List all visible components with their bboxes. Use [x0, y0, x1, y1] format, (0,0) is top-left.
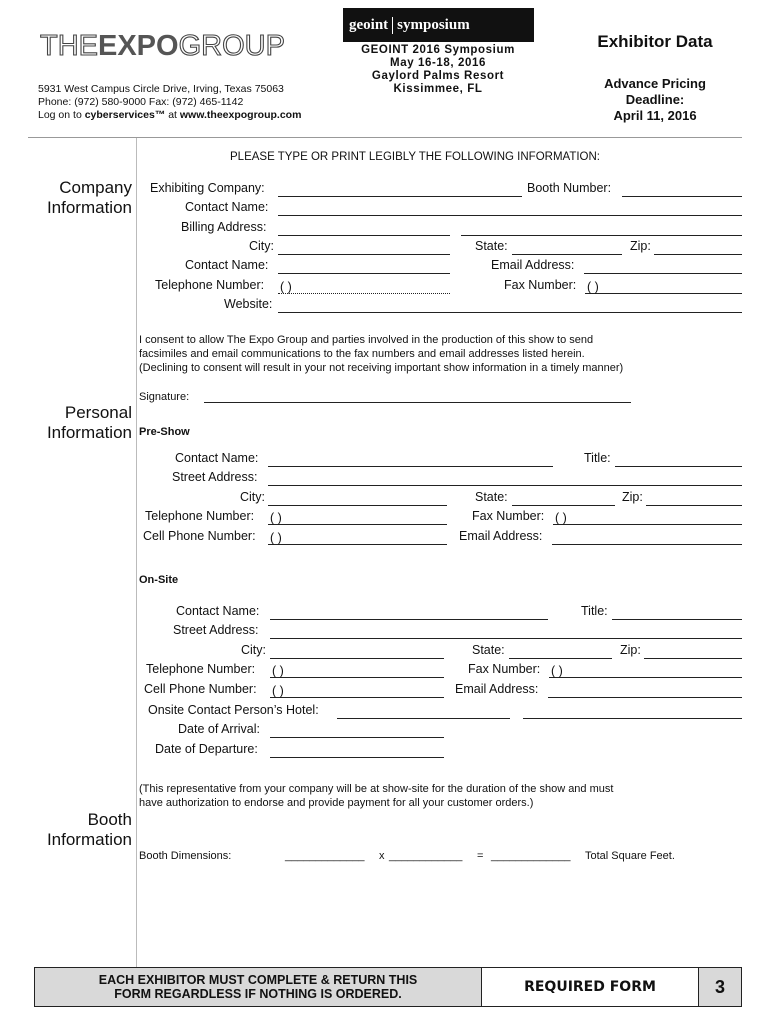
onsite-telephone-label: Telephone Number: — [146, 662, 256, 676]
arrival-date-field[interactable] — [270, 724, 444, 738]
email-address-field[interactable] — [584, 260, 742, 274]
left-column-divider — [136, 138, 137, 968]
booth-width-field[interactable]: _____________ — [285, 850, 365, 862]
onsite-email-field[interactable] — [548, 684, 742, 698]
instructions: PLEASE TYPE OR PRINT LEGIBLY THE FOLLOWING INFORMATION: — [230, 151, 600, 163]
event-name: GEOINT 2016 Symposium — [361, 44, 515, 56]
footer-notice-box — [34, 967, 482, 1007]
fax-number-label: Fax Number: — [504, 278, 577, 292]
address-line: 5931 West Campus Circle Drive, Irving, Texas 75063 — [38, 83, 284, 95]
event-dates: May 16-18, 2016 — [390, 57, 486, 69]
geoint-symposium-logo: geoint symposium — [343, 8, 534, 42]
preshow-telephone-label: Telephone Number: — [145, 509, 255, 523]
signature-label: Signature: — [139, 391, 190, 403]
company-section-title: Company Information — [46, 178, 132, 217]
contact-name-2-label: Contact Name: — [185, 258, 269, 272]
deadline-date: April 11, 2016 — [613, 108, 697, 123]
deadline-label: Deadline: — [625, 92, 685, 107]
exhibiting-company-field[interactable] — [278, 183, 522, 197]
booth-depth-field[interactable]: ____________ — [389, 850, 463, 862]
preshow-email-label: Email Address: — [459, 529, 543, 543]
onsite-contact-name-label: Contact Name: — [176, 604, 260, 618]
onsite-cell-field[interactable]: ( ) — [270, 684, 444, 698]
website-label: Website: — [224, 297, 273, 311]
state-field[interactable] — [512, 241, 622, 255]
onsite-street-field[interactable] — [270, 625, 742, 639]
city-field[interactable] — [278, 241, 450, 255]
onsite-street-label: Street Address: — [173, 623, 259, 637]
onsite-title-field[interactable] — [612, 606, 742, 620]
onsite-cell-label: Cell Phone Number: — [144, 682, 257, 696]
website-line: Log on to cyberservices™ at www.theexpogroup.com — [38, 109, 302, 121]
pricing-label: Advance Pricing — [604, 76, 706, 91]
event-city: Kissimmee, FL — [393, 83, 483, 95]
total-square-feet-label: Total Square Feet. — [585, 850, 675, 862]
preshow-fax-label: Fax Number: — [472, 509, 545, 523]
onsite-title-label: Title: — [581, 604, 608, 618]
preshow-street-field[interactable] — [268, 472, 742, 486]
billing-address-label: Billing Address: — [181, 220, 267, 234]
telephone-number-field[interactable]: ( ) — [278, 280, 450, 294]
booth-number-label: Booth Number: — [527, 181, 612, 195]
billing-address-field[interactable] — [278, 222, 450, 236]
preshow-cell-field[interactable]: ( ) — [268, 531, 447, 545]
event-venue: Gaylord Palms Resort — [371, 70, 505, 82]
preshow-zip-field[interactable] — [646, 492, 742, 506]
contact-name-2-field[interactable] — [278, 260, 450, 274]
expo-group-logo: THEEXPOGROUP — [40, 30, 285, 62]
onsite-fax-label: Fax Number: — [468, 662, 541, 676]
booth-section-title: Booth Information — [46, 810, 132, 849]
personal-section-title: Personal Information — [46, 403, 132, 442]
zip-field[interactable] — [654, 241, 742, 255]
preshow-title-label: Title: — [584, 451, 611, 465]
preshow-street-label: Street Address: — [172, 470, 258, 484]
zip-label: Zip: — [630, 239, 651, 253]
exhibiting-company-label: Exhibiting Company: — [150, 181, 265, 195]
onsite-city-field[interactable] — [270, 645, 444, 659]
state-label: State: — [475, 239, 508, 253]
footer-notice-line1: EACH EXHIBITOR MUST COMPLETE & RETURN THIS — [98, 973, 418, 987]
preshow-email-field[interactable] — [552, 531, 742, 545]
departure-date-label: Date of Departure: — [155, 742, 258, 756]
preshow-contact-name-field[interactable] — [268, 453, 553, 467]
onsite-contact-name-field[interactable] — [270, 606, 548, 620]
preshow-cell-label: Cell Phone Number: — [143, 529, 256, 543]
preshow-zip-label: Zip: — [622, 490, 643, 504]
onsite-state-field[interactable] — [509, 645, 612, 659]
billing-address-field-2[interactable] — [461, 222, 742, 236]
preshow-fax-field[interactable]: ( ) — [553, 511, 742, 525]
email-address-label: Email Address: — [491, 258, 575, 272]
preshow-heading: Pre-Show — [139, 426, 190, 438]
contact-name-field[interactable] — [278, 202, 742, 216]
phone-fax-line: Phone: (972) 580-9000 Fax: (972) 465-1142 — [38, 96, 244, 108]
preshow-telephone-field[interactable]: ( ) — [268, 511, 447, 525]
onsite-fax-field[interactable]: ( ) — [549, 664, 742, 678]
footer-notice-line2: FORM REGARDLESS IF NOTHING IS ORDERED. — [114, 987, 402, 1001]
signature-field[interactable] — [204, 389, 631, 403]
contact-name-label: Contact Name: — [185, 200, 269, 214]
preshow-city-label: City: — [240, 490, 265, 504]
onsite-note: (This representative from your company will be at show-site for the duration of the show and must have authorization to endorse and provide payment for all your customer orders.) — [139, 783, 614, 809]
onsite-email-label: Email Address: — [455, 682, 539, 696]
onsite-hotel-label: Onsite Contact Person’s Hotel: — [148, 703, 319, 717]
website-field[interactable] — [278, 299, 742, 313]
telephone-number-label: Telephone Number: — [155, 278, 265, 292]
booth-dimensions-label: Booth Dimensions: — [139, 850, 232, 862]
booth-total-field[interactable]: _____________ — [491, 850, 571, 862]
event-info — [340, 44, 536, 96]
preshow-state-label: State: — [475, 490, 508, 504]
preshow-state-field[interactable] — [512, 492, 615, 506]
onsite-hotel-field-2[interactable] — [523, 705, 742, 719]
departure-date-field[interactable] — [270, 744, 444, 758]
consent-text: I consent to allow The Expo Group and parties involved in the production of this show to send facsimiles and email communications to the fax numbers and email addresses listed herein. (Declining to consent will result in your not receiving important show information in a timely manner) — [139, 334, 624, 374]
preshow-city-field[interactable] — [268, 492, 447, 506]
page-number: 3 — [698, 967, 742, 1007]
onsite-zip-label: Zip: — [620, 643, 641, 657]
preshow-contact-name-label: Contact Name: — [175, 451, 259, 465]
onsite-city-label: City: — [241, 643, 266, 657]
fax-number-field[interactable]: ( ) — [585, 280, 742, 294]
city-label: City: — [249, 239, 274, 253]
onsite-hotel-field[interactable] — [337, 705, 510, 719]
equals-symbol: = — [477, 850, 484, 862]
onsite-telephone-field[interactable]: ( ) — [270, 664, 444, 678]
preshow-title-field[interactable] — [615, 453, 742, 467]
times-symbol: x — [379, 850, 385, 862]
required-form-label: REQUIRED FORM — [482, 967, 698, 1007]
onsite-state-label: State: — [472, 643, 505, 657]
deadline-block — [575, 76, 735, 124]
arrival-date-label: Date of Arrival: — [178, 722, 260, 736]
form-title: Exhibitor Data — [597, 32, 713, 51]
booth-number-field[interactable] — [622, 183, 742, 197]
onsite-heading: On-Site — [139, 574, 179, 586]
onsite-zip-field[interactable] — [644, 645, 742, 659]
